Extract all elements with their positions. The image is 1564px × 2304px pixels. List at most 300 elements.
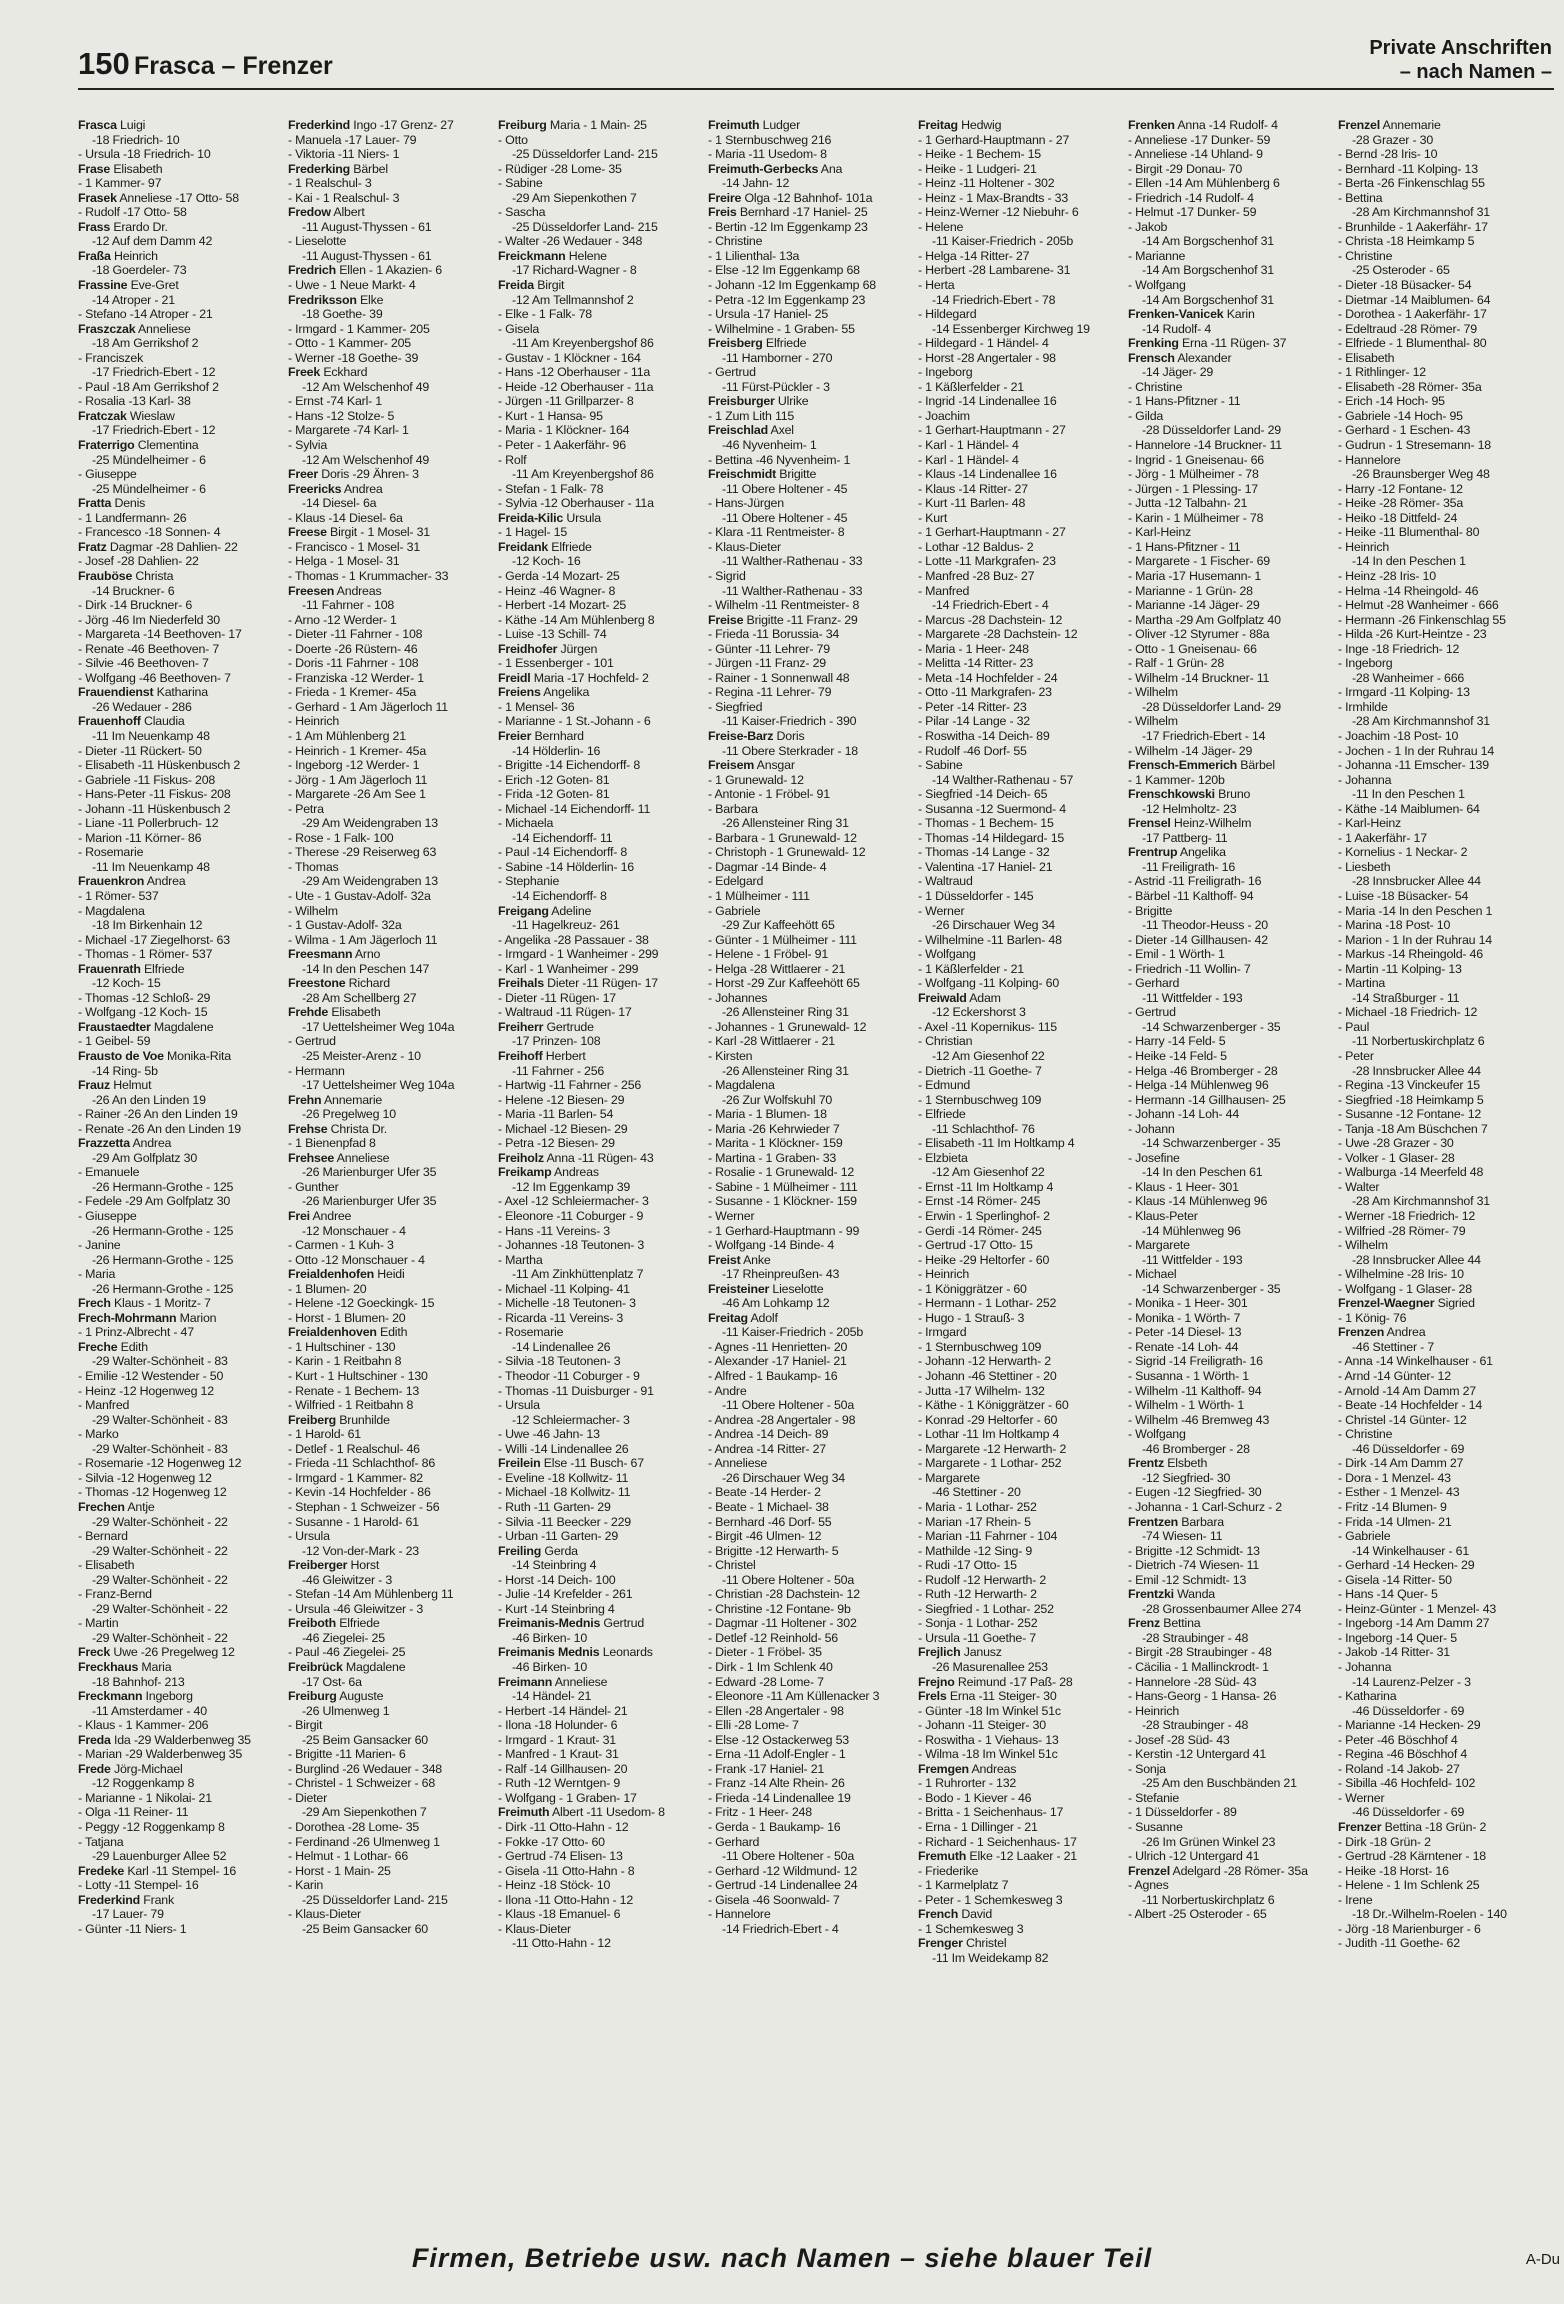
entry-text: -25 Mündelheimer - 6	[92, 481, 206, 496]
entry-text: - Agnes -11 Henrietten- 20	[708, 1339, 848, 1354]
entry-text: Antje	[124, 1499, 155, 1514]
entry-surname: Freischmidt	[708, 467, 777, 482]
entry-text: - Astrid -11 Freiligrath- 16	[1128, 874, 1262, 889]
directory-entry	[1128, 1384, 1333, 1399]
directory-entry	[1128, 1107, 1333, 1122]
entry-text: -28 Am Kirchmannshof 31	[1352, 714, 1490, 729]
directory-entry	[1338, 307, 1543, 322]
directory-entry	[918, 1675, 1123, 1690]
directory-entry	[1128, 1282, 1333, 1297]
entry-text: - Klaus-Dieter	[288, 1907, 361, 1922]
entry-text: - Johann -11 Steiger- 30	[918, 1718, 1046, 1733]
directory-entry	[288, 1835, 493, 1850]
entry-surname: Freialdenhoven	[288, 1325, 377, 1340]
directory-entry	[1128, 860, 1333, 875]
entry-text: - Berta -26 Finkenschlag 55	[1338, 176, 1485, 191]
directory-entry	[498, 1340, 703, 1355]
entry-text: - 1 Aakerfähr- 17	[1338, 830, 1427, 845]
entry-text: Edith	[117, 1339, 148, 1354]
entry-text: - Thomas -12 Schloß- 29	[78, 990, 211, 1005]
entry-surname: Frasek	[78, 190, 117, 205]
directory-entry	[498, 685, 703, 700]
directory-entry	[708, 1398, 913, 1413]
entry-text: - Michael -12 Biesen- 29	[498, 1121, 628, 1136]
directory-entry	[708, 467, 913, 482]
directory-entry	[288, 162, 493, 177]
directory-entry	[918, 1747, 1123, 1762]
entry-text: -26 Wedauer - 286	[92, 699, 192, 714]
entry-text: Hedwig	[957, 118, 1002, 132]
entry-text: -12 Roggenkamp 8	[92, 1776, 195, 1791]
directory-entry	[1338, 1209, 1543, 1224]
directory-entry	[918, 773, 1123, 788]
directory-entry	[288, 511, 493, 526]
entry-text: - Stefano -14 Atroper - 21	[78, 307, 213, 322]
directory-entry	[288, 816, 493, 831]
entry-text: -46 Stettiner - 7	[1352, 1339, 1434, 1354]
directory-entry	[708, 1296, 913, 1311]
entry-text: - Gerhard	[1128, 976, 1180, 991]
directory-entry	[1338, 816, 1543, 831]
entry-text: - Helene -12 Goeckingk- 15	[288, 1296, 435, 1311]
directory-entry	[288, 714, 493, 729]
directory-entry	[1338, 1936, 1543, 1951]
entry-text: - Ursula -18 Friedrich- 10	[78, 147, 211, 162]
entry-text: - Petra	[288, 801, 324, 816]
directory-entry	[1338, 627, 1543, 642]
directory-entry	[918, 351, 1123, 366]
entry-text: - Ute - 1 Gustav-Adolf- 32a	[288, 888, 431, 903]
directory-entry	[288, 307, 493, 322]
entry-text: - Francisco - 1 Mosel- 31	[288, 539, 421, 554]
directory-entry	[1338, 1805, 1543, 1820]
directory-entry	[78, 191, 283, 206]
entry-text: - Peter -14 Diesel- 13	[1128, 1325, 1242, 1340]
entry-text: - Horst -14 Deich- 100	[498, 1572, 616, 1587]
entry-text: - Heike -18 Horst- 16	[1338, 1863, 1449, 1878]
directory-entry	[1128, 380, 1333, 395]
entry-text: - Helmut -17 Dunker- 59	[1128, 205, 1257, 220]
directory-entry	[1338, 1282, 1543, 1297]
entry-text: - Johann	[1128, 1121, 1175, 1136]
entry-surname: Freda	[78, 1732, 111, 1747]
directory-entry	[918, 889, 1123, 904]
entry-text: - Gisela -46 Soonwald- 7	[708, 1892, 840, 1907]
directory-entry	[288, 1907, 493, 1922]
directory-entry	[918, 1515, 1123, 1530]
entry-text: - 1 Hagel- 15	[498, 525, 568, 540]
entry-text: - Wilfried - 1 Reitbahn 8	[288, 1398, 414, 1413]
entry-text: - Günter -11 Niers- 1	[78, 1921, 187, 1936]
directory-entry	[78, 1325, 283, 1340]
entry-text: -12 Am Welschenhof 49	[302, 379, 430, 394]
entry-text: - Wolfgang	[1128, 1427, 1186, 1442]
directory-entry	[498, 133, 703, 148]
directory-entry	[708, 278, 913, 293]
directory-entry	[1128, 336, 1333, 351]
entry-text: -18 Friedrich- 10	[92, 132, 180, 147]
entry-text: -26 Marienburger Ufer 35	[302, 1194, 437, 1209]
directory-entry	[498, 234, 703, 249]
directory-entry	[1338, 351, 1543, 366]
entry-text: - Marita - 1 Klöckner- 159	[708, 1136, 843, 1151]
directory-entry	[1338, 380, 1543, 395]
entry-surname: Freimanis-Mednis	[498, 1616, 601, 1631]
entry-text: - Inge -18 Friedrich- 12	[1338, 641, 1460, 656]
entry-text: - Johanna - 1 Carl-Schurz - 2	[1128, 1499, 1282, 1514]
directory-entry	[708, 1456, 913, 1471]
entry-text: - Wilma - 1 Am Jägerloch 11	[288, 932, 438, 947]
entry-text: Elfriede	[548, 539, 592, 554]
entry-text: - Emil - 1 Wörth- 1	[1128, 947, 1225, 962]
directory-entry	[1338, 656, 1543, 671]
directory-entry	[918, 831, 1123, 846]
entry-text: - Dagmar -11 Holtener - 302	[708, 1616, 857, 1631]
entry-text: - Peggy -12 Roggenkamp 8	[78, 1819, 225, 1834]
entry-text: Wieslaw	[126, 408, 175, 423]
entry-surname: Freimuth	[498, 1805, 550, 1820]
entry-text: - Jakob -14 Ritter- 31	[1338, 1645, 1450, 1660]
directory-entry	[708, 234, 913, 249]
entry-text: Ingo -17 Grenz- 27	[350, 118, 454, 132]
entry-text: - Brigitte	[1128, 903, 1173, 918]
entry-surname: Frauböse	[78, 568, 133, 583]
directory-entry	[78, 729, 283, 744]
entry-surname: Freise	[708, 612, 744, 627]
directory-entry	[288, 904, 493, 919]
entry-text: -14 Winkelhauser - 61	[1352, 1543, 1470, 1558]
entry-text: - Ingrid -14 Lindenallee 16	[918, 394, 1057, 409]
entry-surname: Freisem	[708, 758, 755, 773]
entry-text: - Ingeborg	[1338, 656, 1393, 671]
entry-surname: Frenzel	[1338, 118, 1380, 132]
directory-entry	[498, 322, 703, 337]
entry-text: - 1 Rithlinger- 12	[1338, 365, 1426, 380]
directory-entry	[498, 816, 703, 831]
directory-entry	[1128, 671, 1333, 686]
directory-entry	[1128, 1471, 1333, 1486]
entry-text: -26 Masurenallee 253	[932, 1659, 1048, 1674]
directory-entry	[78, 1500, 283, 1515]
entry-text: - Werner	[918, 903, 965, 918]
directory-entry	[78, 816, 283, 831]
directory-entry	[1128, 1340, 1333, 1355]
directory-entry	[918, 307, 1123, 322]
entry-text: Barbara	[1178, 1514, 1224, 1529]
entry-text: -26 Dirschauer Weg 34	[722, 1470, 845, 1485]
entry-text: - Eugen -12 Siegfried- 30	[1128, 1485, 1262, 1500]
directory-entry	[288, 976, 493, 991]
entry-text: - Herbert -28 Lambarene- 31	[918, 263, 1071, 278]
directory-entry	[708, 1616, 913, 1631]
directory-entry	[78, 1689, 283, 1704]
entry-text: - Anneliese	[708, 1456, 768, 1471]
entry-text: -14 Jäger- 29	[1142, 365, 1214, 380]
entry-text: - Helga -14 Ritter- 27	[918, 248, 1030, 263]
entry-text: - Manfred -28 Buz- 27	[918, 568, 1035, 583]
directory-entry	[1128, 889, 1333, 904]
entry-text: - Gerda - 1 Baukamp- 16	[708, 1819, 841, 1834]
entry-text: -26 Hermann-Grothe - 125	[92, 1179, 234, 1194]
entry-text: - Ulrich -12 Untergard 41	[1128, 1849, 1260, 1864]
entry-surname: Frase	[78, 161, 111, 176]
directory-entry	[78, 889, 283, 904]
entry-text: Maria -17 Hochfeld- 2	[530, 670, 649, 685]
directory-entry	[498, 1849, 703, 1864]
entry-text: - Johann -11 Hüskenbusch 2	[78, 801, 231, 816]
directory-entry	[1128, 1791, 1333, 1806]
entry-text: - Heike - 1 Bechem- 15	[918, 147, 1041, 162]
directory-entry	[1338, 1122, 1543, 1137]
entry-text: - Kevin -14 Hochfelder - 86	[288, 1485, 431, 1500]
entry-text: Gertrude	[543, 1019, 594, 1034]
entry-text: -25 Osteroder - 65	[1352, 263, 1450, 278]
directory-entry	[1338, 1500, 1543, 1515]
directory-entry	[918, 1238, 1123, 1253]
entry-text: - Emilie -12 Westender - 50	[78, 1369, 224, 1384]
entry-surname: Freimuth-Gerbecks	[708, 161, 819, 176]
directory-entry	[78, 1602, 283, 1617]
directory-entry	[918, 1427, 1123, 1442]
directory-entry	[918, 1645, 1123, 1660]
directory-entry	[498, 962, 703, 977]
entry-text: -12 Am Tellmannshof 2	[512, 292, 634, 307]
directory-entry	[498, 1064, 703, 1079]
entry-text: - Martin -11 Kolping- 13	[1338, 961, 1462, 976]
directory-entry	[1128, 351, 1333, 366]
entry-text: Helene	[565, 248, 607, 263]
directory-entry	[78, 1573, 283, 1588]
entry-text: -28 Innsbrucker Allee 44	[1352, 1252, 1481, 1267]
directory-entry	[288, 889, 493, 904]
directory-entry	[1338, 438, 1543, 453]
entry-text: Bernhard	[531, 728, 584, 743]
entry-text: -28 Grazer - 30	[1352, 132, 1434, 147]
entry-text: Andreas	[551, 1165, 599, 1180]
directory-entry	[1338, 1762, 1543, 1777]
entry-text: - Marian -29 Walderbenweg 35	[78, 1747, 243, 1762]
entry-text: Ulrike	[774, 394, 809, 409]
entry-text: - Heide -12 Oberhauser - 11a	[498, 379, 654, 394]
entry-surname: Fredrich	[288, 263, 336, 278]
directory-entry	[78, 598, 283, 613]
directory-entry	[1128, 627, 1333, 642]
entry-text: -11 Schlachthof- 76	[932, 1121, 1035, 1136]
directory-entry	[288, 1893, 493, 1908]
directory-entry	[1128, 1209, 1333, 1224]
entry-text: - Klaus -18 Emanuel- 6	[498, 1907, 621, 1922]
directory-entry	[708, 191, 913, 206]
entry-text: - Sigrid -14 Freiligrath- 16	[1128, 1354, 1263, 1369]
entry-text: - Käthe -14 Am Mühlenberg 8	[498, 612, 655, 627]
entry-text: -14 Mühlenweg 96	[1142, 1223, 1241, 1238]
directory-entry	[78, 860, 283, 875]
entry-text: - Ralf - 1 Grün- 28	[1128, 656, 1225, 671]
entry-text: - Sibilla -46 Hochfeld- 102	[1338, 1776, 1476, 1791]
entry-text: - Susanne -12 Fontane- 12	[1338, 1107, 1482, 1122]
entry-text: - Axel -12 Schleiermacher- 3	[498, 1194, 649, 1209]
entry-text: - Wolfgang - 1 Glaser- 28	[1338, 1281, 1472, 1296]
directory-entry	[1128, 1820, 1333, 1835]
entry-text: - Siegfried - 1 Lothar- 252	[918, 1601, 1054, 1616]
entry-text: -17 Prinzen- 108	[512, 1034, 601, 1049]
section-heading	[1369, 36, 1552, 84]
directory-entry	[918, 584, 1123, 599]
entry-surname: Frenken-Vanicek	[1128, 307, 1224, 322]
entry-text: - Jakob	[1128, 219, 1168, 234]
entry-text: - Maria - 1 Klöckner- 164	[498, 423, 630, 438]
entry-text: Annemarie	[321, 1092, 383, 1107]
entry-text: - Karin	[288, 1878, 324, 1893]
entry-text: - Wolfgang	[918, 947, 976, 962]
directory-entry	[498, 1820, 703, 1835]
directory-entry	[1338, 496, 1543, 511]
entry-text: - Lothar -11 Im Holtkamp 4	[918, 1427, 1060, 1442]
entry-text: - Bertin -12 Im Eggenkamp 23	[708, 219, 868, 234]
entry-text: - Johannes - 1 Grunewald- 12	[708, 1019, 867, 1034]
entry-text: -14 In den Peschen 1	[1352, 554, 1466, 569]
entry-text: - Wilhelm	[1128, 714, 1178, 729]
entry-text: - Josef -28 Dahlien- 22	[78, 554, 199, 569]
entry-text: - Dietrich -11 Goethe- 7	[918, 1063, 1042, 1078]
entry-text: - Brigitte -12 Schmidt- 13	[1128, 1543, 1260, 1558]
directory-entry	[1128, 1238, 1333, 1253]
entry-text: - Gerhard -12 Wildmund- 12	[708, 1863, 858, 1878]
directory-entry	[1338, 714, 1543, 729]
entry-text: - Manfred	[918, 583, 970, 598]
entry-text: - Gudrun - 1 Stresemann- 18	[1338, 438, 1491, 453]
entry-text: - Hilda -26 Kurt-Heintze - 23	[1338, 627, 1487, 642]
directory-entry	[918, 1660, 1123, 1675]
directory-entry	[708, 1311, 913, 1326]
directory-entry	[1338, 642, 1543, 657]
entry-text: - Andrea -14 Ritter- 27	[708, 1441, 826, 1456]
directory-entry	[498, 1427, 703, 1442]
entry-text: -46 Düsseldorfer - 69	[1352, 1805, 1465, 1820]
entry-text: - 1 Königgrätzer - 60	[918, 1281, 1027, 1296]
entry-text: - Michael -17 Ziegelhorst- 63	[78, 932, 230, 947]
entry-text: - Jutta -17 Wilhelm- 132	[918, 1383, 1045, 1398]
entry-text: -46 Bromberger - 28	[1142, 1441, 1250, 1456]
entry-text: Janusz	[960, 1645, 1002, 1660]
entry-text: -14 Diesel- 6a	[302, 496, 377, 511]
entry-text: - Lothar -12 Baldus- 2	[918, 539, 1034, 554]
entry-text: - Burglind -26 Wedauer - 348	[288, 1761, 442, 1776]
directory-entry	[498, 525, 703, 540]
entry-text: - Petra -12 Im Eggenkamp 23	[708, 292, 866, 307]
entry-text: -29 Walter-Schönheit - 22	[92, 1601, 228, 1616]
entry-text: - Wilhelm -14 Bruckner- 11	[1128, 670, 1270, 685]
directory-entry	[918, 540, 1123, 555]
directory-column-6	[1128, 118, 1333, 2198]
directory-entry	[498, 205, 703, 220]
entry-text: - Werner -18 Friedrich- 12	[1338, 1209, 1476, 1224]
directory-entry	[918, 1951, 1123, 1966]
entry-text: - Esther - 1 Menzel- 43	[1338, 1485, 1460, 1500]
directory-entry	[1338, 1093, 1543, 1108]
entry-text: - Heinz-Günter - 1 Menzel- 43	[1338, 1601, 1497, 1616]
directory-entry	[78, 904, 283, 919]
directory-entry	[78, 496, 283, 511]
directory-entry	[1338, 1413, 1543, 1428]
directory-entry	[78, 627, 283, 642]
directory-entry	[708, 933, 913, 948]
directory-entry	[78, 1835, 283, 1850]
entry-text: -11 Amsterdamer - 40	[92, 1703, 207, 1718]
entry-text: - Anna -14 Winkelhauser - 61	[1338, 1354, 1493, 1369]
entry-text: -17 Ost- 6a	[302, 1674, 362, 1689]
directory-entry	[1338, 540, 1543, 555]
directory-entry	[78, 1820, 283, 1835]
directory-entry	[708, 1384, 913, 1399]
directory-entry	[288, 1034, 493, 1049]
entry-text: - Eleonore -11 Coburger - 9	[498, 1209, 644, 1224]
entry-text: - Kurt - 1 Hultschiner - 130	[288, 1369, 428, 1384]
entry-text: - Brigitte -11 Marien- 6	[288, 1747, 406, 1762]
directory-entry	[78, 467, 283, 482]
entry-text: - Jörg - 1 Mülheimer - 78	[1128, 467, 1259, 482]
entry-text: - Stephanie	[498, 874, 560, 889]
entry-text: - Marko	[78, 1427, 119, 1442]
directory-entry	[918, 1718, 1123, 1733]
directory-entry	[1338, 1922, 1543, 1937]
directory-entry	[288, 394, 493, 409]
entry-text: Gerda	[541, 1543, 578, 1558]
entry-text: - Roland -14 Jakob- 27	[1338, 1761, 1460, 1776]
directory-entry	[918, 1529, 1123, 1544]
entry-text: -46 Düsseldorfer - 69	[1352, 1703, 1465, 1718]
directory-entry	[498, 831, 703, 846]
entry-text: - Ernst -11 Im Holtkamp 4	[918, 1179, 1054, 1194]
directory-entry	[288, 1078, 493, 1093]
entry-text: Albert -11 Usedom- 8	[549, 1805, 665, 1820]
directory-entry	[498, 1515, 703, 1530]
entry-text: - Helene	[918, 219, 964, 234]
entry-text: - Sigrid	[708, 568, 746, 583]
entry-text: - Rosalia -13 Karl- 38	[78, 394, 191, 409]
directory-entry	[288, 860, 493, 875]
directory-entry	[498, 220, 703, 235]
directory-entry	[1128, 962, 1333, 977]
directory-entry	[1338, 947, 1543, 962]
entry-text: - Klaus-Dieter	[498, 1921, 571, 1936]
directory-entry	[1128, 1296, 1333, 1311]
entry-text: - Gisela	[498, 321, 540, 336]
directory-entry	[708, 1136, 913, 1151]
directory-entry	[288, 118, 493, 133]
directory-entry	[918, 423, 1123, 438]
entry-text: - Helga - 1 Mosel- 31	[288, 554, 400, 569]
directory-entry	[1128, 1427, 1333, 1442]
directory-entry	[78, 1340, 283, 1355]
entry-text: - Erna - 1 Dillinger - 21	[918, 1819, 1038, 1834]
entry-text: - Franz -14 Alte Rhein- 26	[708, 1776, 845, 1791]
entry-text: - Irmgard - 1 Kammer- 205	[288, 321, 430, 336]
directory-entry	[708, 685, 913, 700]
entry-text: - Tanja -18 Am Büschchen 7	[1338, 1121, 1488, 1136]
directory-entry	[498, 249, 703, 264]
directory-entry	[498, 1544, 703, 1559]
directory-entry	[918, 671, 1123, 686]
entry-text: - Ilona -11 Otto-Hahn - 12	[498, 1892, 634, 1907]
entry-text: - Dieter	[288, 1790, 328, 1805]
entry-text: - Kurt -14 Steinbring 4	[498, 1601, 615, 1616]
entry-text: - Josef -28 Süd- 43	[1128, 1732, 1230, 1747]
entry-text: - Bernd -28 Iris- 10	[1338, 147, 1438, 162]
directory-entry	[918, 787, 1123, 802]
entry-text: - Dorothea - 1 Aakerfähr- 17	[1338, 307, 1487, 322]
entry-text: -12 Am Welschenhof 49	[302, 452, 430, 467]
